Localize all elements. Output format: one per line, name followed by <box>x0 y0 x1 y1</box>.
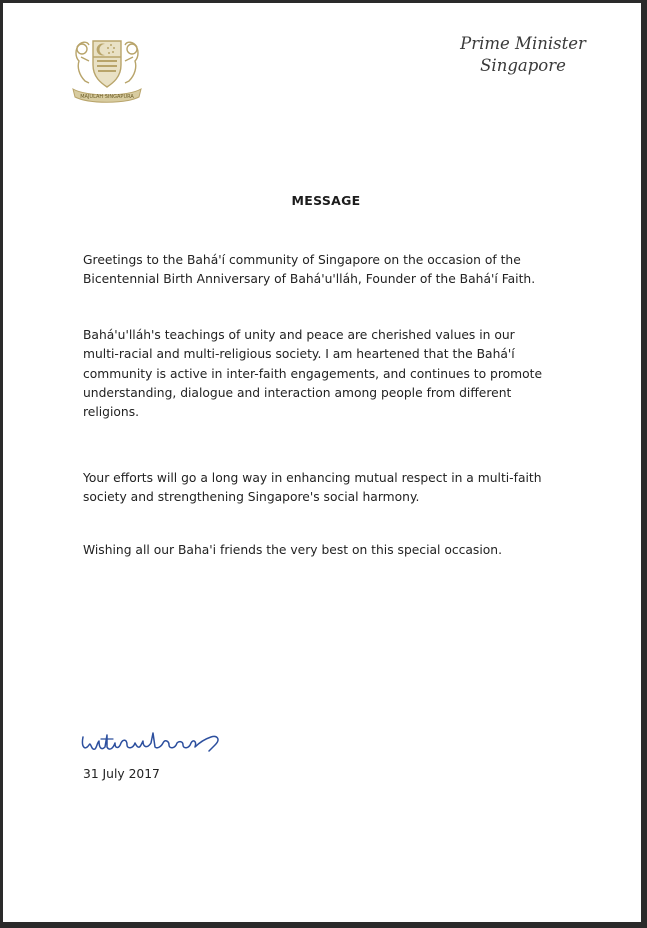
paragraph-teachings: Bahá'u'lláh's teachings of unity and peace are cherished values in our multi-racial and multi-religious society. I am heartened that the Bahá'í community is active in inter-faith engagements, and continues to promote understanding, dialogue and interaction among people from different religions. <box>83 328 543 420</box>
message-title: MESSAGE <box>291 193 361 208</box>
signature-icon <box>79 721 229 759</box>
coat-of-arms-icon <box>67 27 147 107</box>
paragraph-wishes: Wishing all our Baha'i friends the very best on this special occasion. <box>83 543 502 557</box>
letterhead-country: Singapore <box>480 56 566 75</box>
letter-date: 31 July 2017 <box>83 767 160 781</box>
paragraph-greeting: Greetings to the Bahá'í community of Singapore on the occasion of the Bicentennial Birth Anniversary of Bahá'u'lláh, Founder of the Bahá'í Faith. <box>83 253 536 287</box>
letterhead <box>433 33 613 77</box>
letterhead-title: Prime Minister <box>460 34 586 53</box>
paragraph-efforts: Your efforts will go a long way in enhancing mutual respect in a multi-faith society and strengthening Singapore's social harmony. <box>83 471 542 505</box>
crest-motto-text: MAJULAH SINGAPURA <box>80 94 134 100</box>
letter-page <box>3 3 641 922</box>
